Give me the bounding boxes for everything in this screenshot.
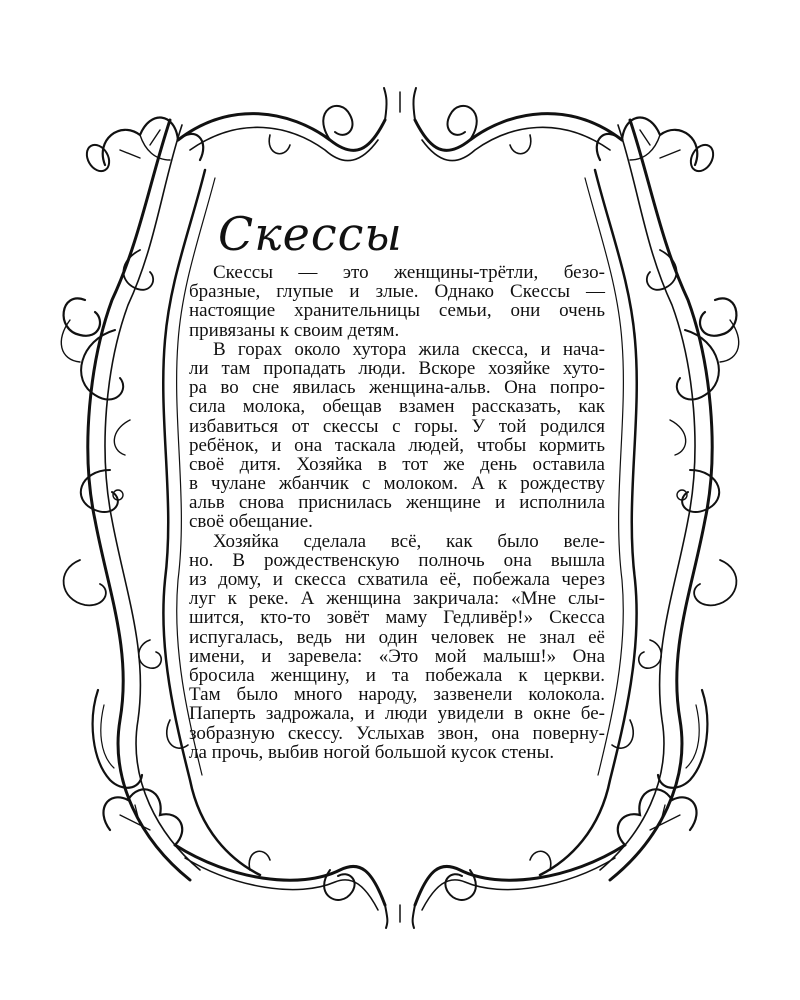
text-line: бросила женщину, и та побежала к церкви. (189, 664, 605, 686)
page-title: Скессы (218, 207, 403, 261)
text-line: Хозяйка сделала всё, как было веле- (213, 530, 605, 552)
text-line: имени, и заревела: «Это мой малыш!» Она (189, 645, 605, 667)
text-line: бразные, глупые и злые. Однако Скессы — (189, 281, 605, 303)
text-line: альв снова приснилась женщине и исполнила (189, 492, 605, 514)
text-line: испугалась, ведь ни один человек не знал её (189, 626, 605, 648)
text-line: ли там пропадать люди. Вскоре хозяйке хуто- (189, 357, 605, 379)
text-line: в чулане жбанчик с молоком. А к рождеству (189, 473, 605, 495)
text-line: Там было много народу, зазвенели колокола. (189, 684, 605, 706)
text-line: ребёнок, и она таскала людей, чтобы кормить (189, 434, 605, 456)
text-line: сила молока, обещав взамен рассказать, как (189, 396, 605, 418)
text-line: из дому, и скесса схватила её, побежала через (189, 569, 605, 590)
text-line: В горах около хутора жила скесса, и нача- (213, 338, 605, 360)
text-line: своё обещание. (189, 511, 313, 533)
story-text (189, 263, 605, 762)
text-line: но. В рождественскую полночь она вышла (189, 549, 605, 571)
text-line: шится, кто-то зовёт маму Гедливёр!» Скесса (189, 607, 605, 629)
text-line: Скессы — это женщины-трётли, безо- (213, 262, 605, 283)
text-line: зобразную скессу. Услыхав звон, она поверну- (189, 722, 605, 744)
text-line: луг к реке. А женщина закричала: «Мне слы- (189, 588, 605, 610)
text-line: привязаны к своим детям. (189, 319, 400, 341)
text-line: ра во сне явилась женщина-альв. Она попро- (189, 377, 605, 399)
text-line: своё дитя. Хозяйка в тот же день оставила (189, 453, 605, 475)
text-line: Паперть задрожала, и люди увидели в окне бе- (189, 703, 605, 725)
text-line: настоящие хранительницы семьи, они очень (189, 300, 605, 322)
text-line: избавиться от скессы с горы. У той родился (189, 415, 605, 437)
text-line: ла прочь, выбив ногой большой кусок стены. (189, 741, 555, 763)
